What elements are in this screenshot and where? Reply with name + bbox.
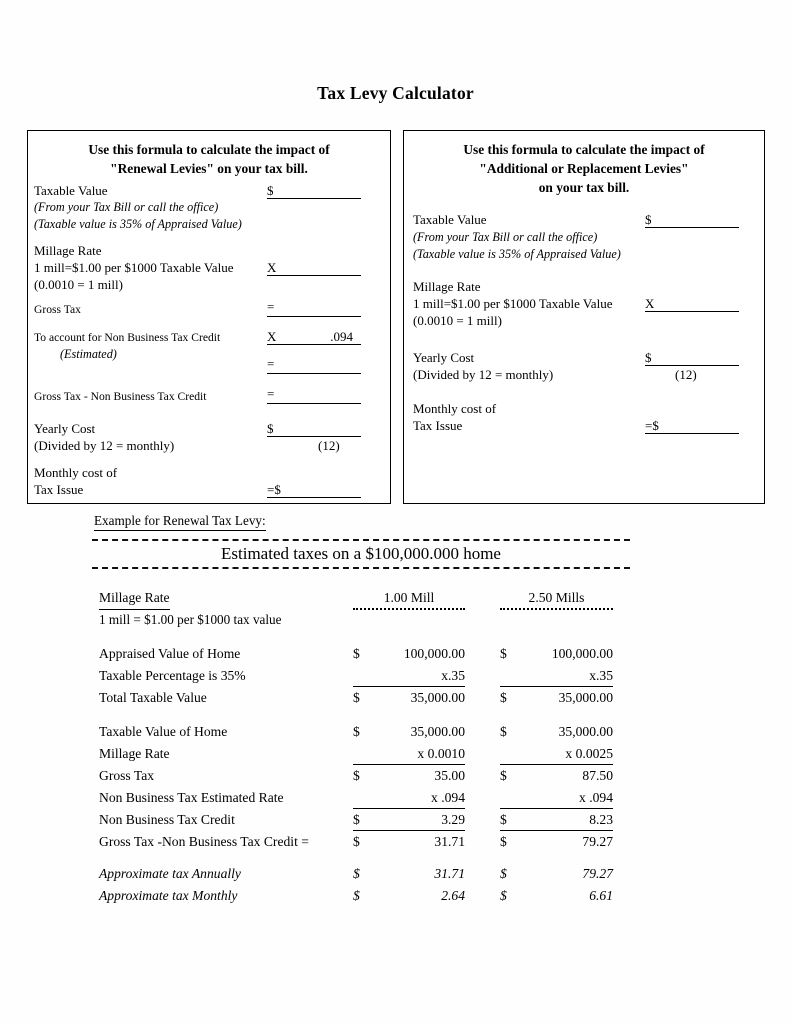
row-9-col-2 (500, 864, 613, 884)
renewal-row-millage-rate-label: Millage Rate (34, 243, 102, 258)
row-4-col-2 (500, 744, 613, 765)
table-row (0, 722, 791, 744)
row-4-col-1 (353, 744, 465, 765)
table-row (0, 766, 791, 788)
row-9-col-1 (353, 864, 465, 884)
additional-heading-line-1: Use this formula to calculate the impact of (463, 142, 705, 157)
additional-note-mill-conversion: (0.0010 = 1 mill) (413, 313, 502, 328)
value: 31.71 (434, 834, 465, 849)
renewal-note-estimated: (Estimated) (60, 347, 117, 361)
equals-dollar-sign-icon: =$ (267, 482, 281, 497)
additional-row-yearly-cost-label: Yearly Cost (413, 350, 475, 365)
currency-symbol: $ (500, 812, 507, 827)
value: 100,000.00 (551, 646, 613, 661)
row-5-col-1 (353, 766, 465, 786)
row-6-col-1 (353, 788, 465, 809)
row-label-millage-rate: Millage Rate (99, 746, 170, 761)
additional-yearly-cost-field[interactable] (645, 350, 739, 366)
renewal-subtotal-field[interactable] (267, 358, 361, 374)
row-label-gross-tax: Gross Tax (99, 768, 155, 783)
additional-monthly-cost-field[interactable] (645, 418, 739, 434)
value: x .094 (431, 790, 465, 805)
row-1-col-1 (353, 666, 465, 687)
additional-millage-rate-field[interactable] (645, 296, 739, 312)
value: x.35 (441, 668, 465, 683)
page-title: Tax Levy Calculator (317, 83, 474, 103)
column-header-1-label: 1.00 Mill (383, 590, 435, 605)
renewal-row-yearly-cost-label: Yearly Cost (34, 421, 96, 436)
value: 6.61 (589, 888, 613, 903)
value: x 0.0025 (565, 746, 613, 761)
dollar-sign-icon: $ (267, 183, 274, 198)
table-subnote-row (0, 610, 791, 632)
table-row (0, 832, 791, 854)
additional-box-heading (404, 131, 764, 197)
currency-symbol: $ (353, 646, 360, 661)
renewal-row-monthly-cost-label: Monthly cost of (34, 465, 118, 480)
renewal-millage-rate-field[interactable] (267, 260, 361, 276)
dollar-sign-icon: $ (267, 421, 274, 436)
value: 35,000.00 (558, 724, 613, 739)
table-header-row (0, 588, 791, 610)
additional-heading-line-2: "Additional or Replacement Levies" (479, 161, 689, 176)
equals-dollar-sign-icon: =$ (645, 418, 659, 433)
value: 79.27 (582, 834, 613, 849)
value: 79.27 (582, 866, 613, 881)
row-label-nbt-estimated-rate: Non Business Tax Estimated Rate (99, 790, 284, 805)
additional-replacement-levies-formula-box (403, 130, 765, 504)
row-6-col-2 (500, 788, 613, 809)
value: 100,000.00 (403, 646, 465, 661)
currency-symbol: $ (500, 834, 507, 849)
currency-symbol: $ (353, 834, 360, 849)
value: x.35 (589, 668, 613, 683)
value: 35,000.00 (410, 690, 465, 705)
currency-symbol: $ (500, 690, 507, 705)
column-header-2 (500, 588, 613, 610)
additional-taxable-value-field[interactable] (645, 212, 739, 228)
example-section-label: Example for Renewal Tax Levy: (94, 513, 266, 531)
table-row (0, 666, 791, 688)
row-2-col-2 (500, 688, 613, 708)
renewal-monthly-cost-field[interactable] (267, 482, 361, 498)
row-7-col-1 (353, 810, 465, 831)
renewal-box-heading (28, 131, 390, 178)
multiply-sign-icon: X (645, 296, 655, 311)
dollar-sign-icon: $ (645, 212, 652, 227)
example-divider-top (92, 539, 630, 541)
value: 35,000.00 (410, 724, 465, 739)
value: 35.00 (434, 768, 465, 783)
row-2-col-1 (353, 688, 465, 708)
additional-divisor-note: (12) (675, 367, 697, 382)
additional-note-divided-by-12: (Divided by 12 = monthly) (413, 367, 554, 382)
multiply-sign-icon: X (267, 260, 277, 275)
table-row (0, 788, 791, 810)
renewal-yearly-cost-field[interactable] (267, 421, 361, 437)
dollar-sign-icon: $ (645, 350, 652, 365)
renewal-gross-tax-field[interactable] (267, 301, 361, 317)
row-3-col-2 (500, 722, 613, 742)
example-divider-bottom (92, 567, 630, 569)
mill-definition-note: 1 mill = $1.00 per $1000 tax value (99, 612, 282, 627)
value: 8.23 (589, 812, 613, 827)
renewal-gross-minus-nbtc-field[interactable] (267, 388, 361, 404)
table-row (0, 744, 791, 766)
currency-symbol: $ (353, 690, 360, 705)
renewal-note-divided-by-12: (Divided by 12 = monthly) (34, 438, 175, 453)
value: 31.71 (434, 866, 465, 881)
renewal-heading-line-1: Use this formula to calculate the impact of (88, 142, 330, 157)
equals-sign-icon: = (267, 356, 275, 371)
multiply-sign-icon: X (267, 329, 277, 344)
row-label-approx-tax-annually: Approximate tax Annually (99, 866, 241, 881)
row-7-col-2 (500, 810, 613, 831)
table-row (0, 644, 791, 666)
currency-symbol: $ (500, 768, 507, 783)
currency-symbol: $ (500, 888, 507, 903)
row-10-col-1 (353, 886, 465, 906)
renewal-note-from-tax-bill: (From your Tax Bill or call the office) (34, 200, 219, 214)
row-0-col-1 (353, 644, 465, 664)
value: 35,000.00 (558, 690, 613, 705)
renewal-row-tax-issue-label: Tax Issue (34, 482, 84, 497)
currency-symbol: $ (353, 888, 360, 903)
renewal-note-mill-conversion: (0.0010 = 1 mill) (34, 277, 123, 292)
currency-symbol: $ (353, 866, 360, 881)
currency-symbol: $ (353, 812, 360, 827)
currency-symbol: $ (500, 866, 507, 881)
row-label-taxable-value-of-home: Taxable Value of Home (99, 724, 228, 739)
row-8-col-2 (500, 832, 613, 852)
additional-row-tax-issue-label: Tax Issue (413, 418, 463, 433)
example-title: Estimated taxes on a $100,000.000 home (221, 544, 501, 563)
renewal-row-nbtc-label: To account for Non Business Tax Credit (34, 331, 221, 344)
row-8-col-1 (353, 832, 465, 852)
table-row (0, 886, 791, 908)
table-row (0, 688, 791, 710)
additional-row-millage-rate-label: Millage Rate (413, 279, 481, 294)
value: 87.50 (582, 768, 613, 783)
renewal-nbtc-rate-field[interactable] (267, 329, 361, 345)
additional-row-monthly-cost-label: Monthly cost of (413, 401, 497, 416)
table-row (0, 810, 791, 832)
additional-row-taxable-value-label: Taxable Value (413, 212, 487, 227)
renewal-row-taxable-value-label: Taxable Value (34, 183, 108, 198)
renewal-taxable-value-field[interactable] (267, 183, 361, 199)
column-header-2-label: 2.50 Mills (528, 590, 585, 605)
row-5-col-2 (500, 766, 613, 786)
renewal-divisor-note: (12) (318, 438, 340, 453)
currency-symbol: $ (500, 646, 507, 661)
column-header-1 (353, 588, 465, 610)
row-0-col-2 (500, 644, 613, 664)
renewal-heading-line-2: "Renewal Levies" on your tax bill. (110, 161, 308, 176)
additional-note-taxable-35: (Taxable value is 35% of Appraised Value) (413, 247, 621, 261)
renewal-levies-formula-box (27, 130, 391, 504)
additional-heading-line-3: on your tax bill. (538, 180, 630, 195)
currency-symbol: $ (500, 724, 507, 739)
value: x 0.0010 (417, 746, 465, 761)
row-label-total-taxable-value: Total Taxable Value (99, 690, 207, 705)
renewal-note-taxable-35: (Taxable value is 35% of Appraised Value) (34, 217, 242, 231)
equals-sign-icon: = (267, 299, 275, 314)
table-row (0, 864, 791, 886)
row-label-approx-tax-monthly: Approximate tax Monthly (99, 888, 238, 903)
row-3-col-1 (353, 722, 465, 742)
renewal-row-gross-tax-label: Gross Tax (34, 303, 81, 316)
row-label-gross-minus-credit: Gross Tax -Non Business Tax Credit = (99, 834, 309, 849)
column-header-row-label: Millage Rate (99, 588, 170, 610)
row-1-col-2 (500, 666, 613, 687)
row-label-nbt-credit: Non Business Tax Credit (99, 812, 235, 827)
equals-sign-icon: = (267, 386, 275, 401)
value: 3.29 (441, 812, 465, 827)
renewal-row-one-mill-label: 1 mill=$1.00 per $1000 Taxable Value (34, 260, 234, 275)
value: x .094 (579, 790, 613, 805)
row-label-taxable-percentage: Taxable Percentage is 35% (99, 668, 246, 683)
renewal-nbtc-rate-value: .094 (330, 329, 353, 344)
renewal-row-gross-minus-nbtc-label: Gross Tax - Non Business Tax Credit (34, 390, 207, 403)
additional-row-one-mill-label: 1 mill=$1.00 per $1000 Taxable Value (413, 296, 613, 311)
value: 2.64 (441, 888, 465, 903)
additional-note-from-tax-bill: (From your Tax Bill or call the office) (413, 230, 598, 244)
currency-symbol: $ (353, 724, 360, 739)
row-10-col-2 (500, 886, 613, 906)
row-label-appraised-value: Appraised Value of Home (99, 646, 241, 661)
currency-symbol: $ (353, 768, 360, 783)
